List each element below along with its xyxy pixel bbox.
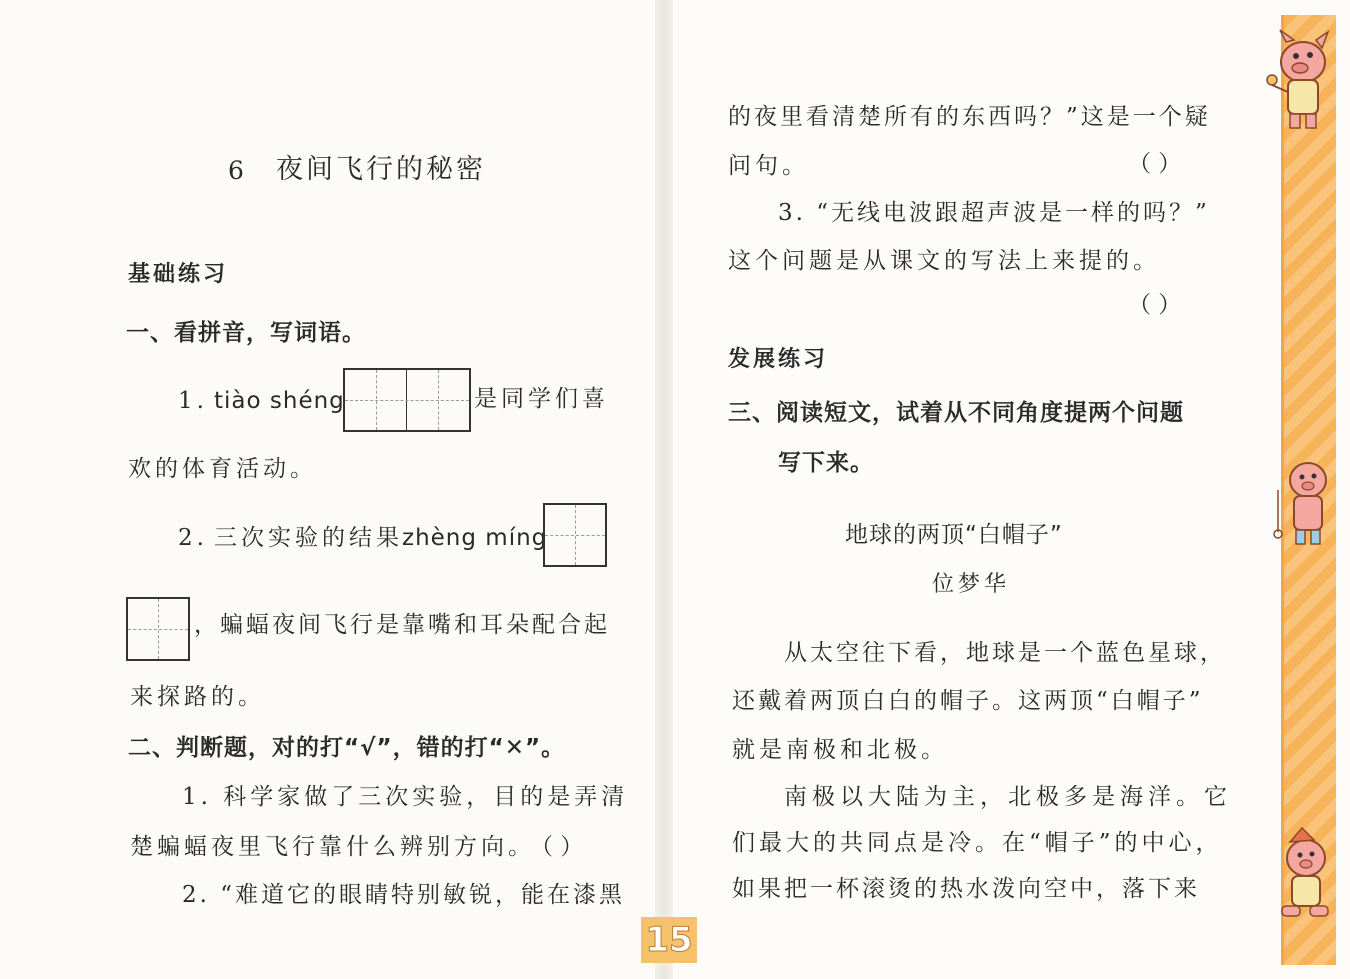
- q2-2-line-c: 问句。: [728, 153, 809, 179]
- q1-1-pinyin: tiào shéng: [214, 388, 345, 414]
- paragraph-2-line-a: 南极以大陆为主，北极多是海洋。它: [784, 784, 1232, 810]
- q1-2-text-b: ，蝙蝠夜间飞行是靠嘴和耳朵配合起: [194, 612, 610, 638]
- q2-2-line-b: 的夜里看清楚所有的东西吗？”这是一个疑: [728, 104, 1211, 130]
- basic-practice-heading: 基础练习: [128, 262, 229, 287]
- question-1-heading: 一、看拼音，写词语。: [126, 320, 366, 346]
- book-gutter: [655, 0, 673, 979]
- page-number: 15: [641, 917, 697, 963]
- paragraph-1-line-c: 就是南极和北极。: [732, 737, 948, 763]
- q1-1-text-b: 欢的体育活动。: [128, 456, 317, 482]
- q2-3-answer-paren[interactable]: （ ）: [1128, 292, 1182, 318]
- pig-mascot-icon: [1266, 450, 1338, 550]
- answer-grid-cell-1[interactable]: [543, 503, 607, 567]
- q2-1-line-b: 楚蝙蝠夜里飞行靠什么辨别方向。: [130, 834, 535, 860]
- q1-1-text-a: 是同学们喜: [474, 386, 609, 412]
- q1-2-text-a: 三次实验的结果: [214, 525, 403, 551]
- answer-grid-cell-2[interactable]: [126, 597, 190, 661]
- q1-2-pinyin: zhèng míng: [402, 525, 548, 551]
- question-2-heading: 二、判断题，对的打“√”，错的打“✕”。: [128, 735, 566, 761]
- pig-mascot-icon: [1266, 824, 1338, 924]
- question-3-heading-b: 写下来。: [778, 450, 874, 476]
- paragraph-1-line-b: 还戴着两顶白白的帽子。这两顶“白帽子”: [732, 688, 1204, 714]
- lesson-number: 6: [228, 156, 248, 185]
- q2-3-line-b: 这个问题是从课文的写法上来提的。: [728, 248, 1160, 274]
- q2-2-answer-paren[interactable]: （ ）: [1128, 151, 1182, 177]
- q1-1-number: 1.: [178, 388, 208, 414]
- paragraph-1-line-a: 从太空往下看，地球是一个蓝色星球，: [784, 640, 1226, 666]
- q2-3-line-a: 3. “无线电波跟超声波是一样的吗？”: [778, 200, 1210, 226]
- develop-practice-heading: 发展练习: [728, 347, 829, 372]
- q1-2-text-c: 来探路的。: [130, 684, 265, 710]
- lesson-title: 夜间飞行的秘密: [276, 154, 486, 185]
- pig-mascot-icon: [1258, 22, 1338, 132]
- question-3-heading-a: 三、阅读短文，试着从不同角度提两个问题: [728, 400, 1184, 426]
- q1-2-number: 2.: [178, 525, 208, 551]
- paragraph-2-line-b: 们最大的共同点是冷。在“帽子”的中心，: [732, 830, 1223, 856]
- paragraph-2-line-c: 如果把一杯滚烫的热水泼向空中，落下来: [732, 876, 1200, 902]
- story-title: 地球的两顶“白帽子”: [845, 522, 1063, 548]
- left-page: [0, 0, 662, 979]
- story-author: 位梦华: [932, 572, 1011, 597]
- answer-grid-2-cells[interactable]: [343, 368, 471, 432]
- q2-2-line-a: 2. “难道它的眼睛特别敏锐，能在漆黑: [182, 882, 626, 908]
- q2-1-line-a: 1. 科学家做了三次实验，目的是弄清: [182, 784, 629, 810]
- q2-1-answer-paren[interactable]: （ ）: [530, 834, 584, 860]
